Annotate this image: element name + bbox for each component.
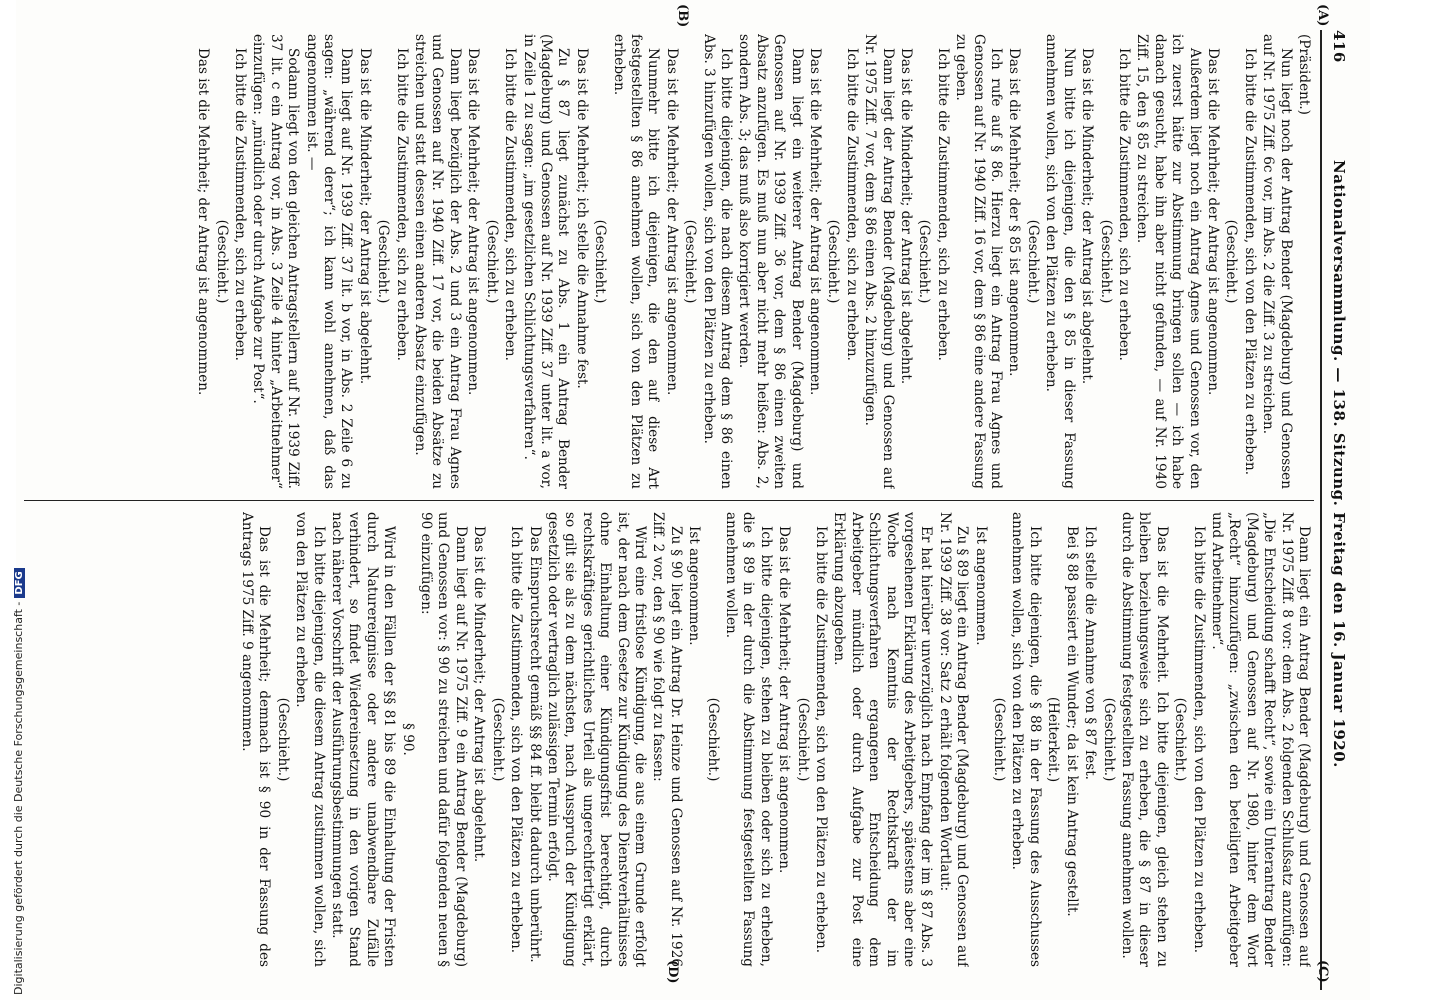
paragraph: Ist angenommen.	[972, 526, 989, 646]
stage-direction: (Geschieht.)	[682, 219, 699, 304]
paragraph: Ich bitte die Zustimmenden, sich von den Plätzen zu erheben.	[813, 526, 830, 954]
left-text-column	[27, 34, 1312, 489]
paragraph: Dann liegt auf Nr. 1975 Ziff. 9 ein Antrag Bender (Magdeburg) und Genossen vor: § 90 zu streichen und dafür folgenden neuen § 90 einzufügen:	[418, 512, 469, 967]
paragraph: Ich bitte die Zustimmenden, sich von den Plätzen zu erheben.	[508, 526, 525, 954]
paragraph: Ich bitte diejenigen, stehen zu bleiben oder sich zu erheben, die § 89 in der durch die Abstimmung festgestellten Fassung annehmen wollen.	[723, 512, 774, 967]
paragraph: Das ist die Mehrheit; der Antrag ist angenommen.	[465, 48, 482, 396]
paragraph: Das ist die Minderheit; der Antrag ist abgelehnt.	[356, 48, 373, 385]
paragraph: Das ist die Minderheit; der Antrag ist abgelehnt.	[898, 48, 915, 385]
paragraph: Dann liegt auf Nr. 1939 Ziff. 37 lit. b vor, in Abs. 2 Zeile 6 zu sagen: „während derer“; ich kann wohl annehmen, daß das angenommen ist. —	[303, 34, 355, 489]
paragraph: Das ist die Mehrheit; der Antrag ist angenommen.	[776, 526, 793, 874]
paragraph: Nun liegt noch der Antrag Bender (Magdeburg) und Genossen auf Nr. 1975 Ziff. 6c vor, im Abs. 2 die Ziff. 3 zu streichen.	[1260, 34, 1294, 489]
paragraph: Das ist die Mehrheit; demnach ist § 90 in der Fassung des Antrags 1975 Ziff. 9 angenommen.	[239, 512, 273, 967]
paragraph: Wird eine fristlose Kündigung, die aus einem Grunde erfolgt ist, der nach dem Gesetze zur Kündigung des Dienstverhältnisses ohne Einhaltung einer Kündigungsfrist berechtigt, durch rechtskräftiges gerichtliches Urteil als ungerechtfertigt erklärt, so gilt sie als zu dem nächsten, nach Ausspruch der Kündigung gesetzlich oder vertraglich zulässigen Termin erfolgt.	[544, 512, 648, 967]
paragraph: Ich bitte die Zustimmenden, sich von den Plätzen zu erheben.	[1190, 526, 1207, 954]
stage-direction: (Geschieht.)	[483, 219, 500, 304]
page-header	[1320, 30, 1352, 990]
paragraph: Das ist die Mehrheit; der Antrag ist angenommen.	[195, 48, 212, 396]
paragraph: Wird in den Fällen der §§ 81 bis 89 die Einhaltung der Fristen durch Naturereignisse oder andere unabwendbare Zufälle verhindert, so findet Wiedereinsetzung in den vorigen Stand nach näherer Vorschrift der Ausführungsbestimmungen statt.	[329, 512, 398, 967]
paragraph: Er hat hierüber unverzüglich nach Empfang der im § 87 Abs. 3 vorgesehenen Erklärung des Arbeitgebers, spätestens aber eine Woche nach Kenntnis der Rechtskraft der im Schlichtungsverfahren ergangenen Entscheidung dem Arbeitgeber mündlich oder durch Aufgabe zur Post eine Erklärung abzugeben.	[831, 512, 935, 967]
paragraph: Das ist die Mehrheit; der Antrag ist angenommen.	[1204, 48, 1221, 396]
stage-direction: (Geschieht.)	[825, 219, 842, 304]
paragraph: Ich bitte die Zustimmenden, sich zu erheben.	[1115, 48, 1132, 361]
paragraph: Dann liegt ein weiterer Antrag Bender (Magdeburg) und Genossen auf Nr. 1939 Ziff. 36 vor, dem § 86 einen zweiten Absatz anzufügen. Es muß nun aber nicht mehr heißen: Abs. 2, sondern Abs. 3; das muß also korrigiert werden.	[736, 34, 805, 489]
paragraph: Ich bitte die Zustimmenden, sich von den Plätzen zu erheben.	[1241, 48, 1258, 476]
stage-direction: § 90.	[399, 723, 416, 756]
paragraph: Sodann liegt von den gleichen Antragstellern auf Nr. 1939 Ziff. 37 lit. c ein Antrag vor, in Abs. 3 Zeile 4 hinter „Arbeitnehmer“ einzufügen: „mündlich oder durch Aufgabe zur Post“.	[250, 34, 302, 489]
stage-direction: (Geschieht.)	[213, 219, 230, 304]
paragraph: Ich bitte die Zustimmenden, sich zu erheben.	[502, 48, 519, 361]
stage-direction: (Geschieht.)	[704, 697, 721, 782]
paragraph: Das ist die Mehrheit; der § 85 ist angenommen.	[1006, 48, 1023, 377]
digitization-footer	[12, 568, 25, 995]
stage-direction: (Geschieht.)	[375, 219, 392, 304]
dfg-logo: DFG	[14, 568, 25, 597]
stage-direction: (Geschieht.)	[1172, 697, 1189, 782]
margin-mark-b: (B)	[675, 4, 690, 28]
paragraph: Ist angenommen.	[686, 526, 703, 646]
stage-direction: (Heiterkeit.)	[1045, 696, 1062, 783]
paragraph: Ich bitte diejenigen, die § 88 in der Fassung des Ausschusses annehmen wollen, sich von den Plätzen zu erheben.	[1009, 512, 1043, 967]
margin-mark-a: (A)	[1315, 4, 1330, 27]
paragraph: Das ist die Minderheit; der Antrag ist abgelehnt.	[471, 526, 488, 863]
paragraph: Ich rufe auf § 86. Hierzu liegt ein Antrag Frau Agnes und Genossen auf Nr. 1940 Ziff. 16 vor, dem § 86 eine andere Fassung zu geben.	[953, 34, 1005, 489]
paragraph: Nunmehr bitte ich diejenigen, die den auf diese Art festgestellten § 86 annehmen wollen, sich von den Plätzen zu erheben.	[610, 34, 662, 489]
margin-mark-c: (C)	[1315, 960, 1330, 983]
right-text-column	[27, 512, 1312, 967]
paragraph: Ich bitte die Zustimmenden, sich zu erheben.	[934, 48, 951, 361]
stage-direction: (Geschieht.)	[1100, 697, 1117, 782]
running-title: Nationalversammlung. — 138. Sitzung. Freitag den 16. Januar 1920.	[1330, 160, 1348, 768]
paragraph: Dann liegt der Antrag Bender (Magdeburg) und Genossen auf Nr. 1975 Ziff. 7 vor, dem § 86 einen Abs. 2 hinzuzufügen.	[862, 34, 896, 489]
paragraph: Zu § 90 liegt ein Antrag Dr. Heinze und Genossen auf Nr. 1926 Ziff. 2 vor, den § 90 wie folgt zu fassen:	[650, 512, 684, 967]
footer-text: Digitalisierung gefördert durch die Deutsche Forschungsgemeinschaft -	[12, 601, 25, 995]
paragraph: Dann liegt bezüglich der Abs. 2 und 3 ein Antrag Frau Agnes und Genossen auf Nr. 1940 Ziff. 17 vor, die beiden Absätze zu streichen und statt dessen einen anderen Absatz einzufügen.	[412, 34, 463, 489]
paragraph: Ich stelle die Annahme von § 87 fest.	[1082, 526, 1099, 780]
paragraph: Zu § 87 liegt zunächst zu Abs. 1 ein Antrag Bender (Magdeburg) und Genossen auf Nr. 1939 Ziff. 37 unter lit. a vor, in Zeile 1 zu sagen: „im gesetzlichen Schlichtungsverfahren“.	[520, 34, 572, 489]
paragraph: Ich bitte diejenigen, die diesem Antrag zustimmen wollen, sich von den Plätzen zu erheben.	[293, 512, 327, 967]
stage-direction: (Geschieht.)	[489, 697, 506, 782]
paragraph: Dann liegt ein Antrag Bender (Magdeburg) und Genossen auf Nr. 1975 Ziff. 8 vor: dem Abs. 2 folgenden Schlußsatz anzufügen: „Die Entscheidung schafft Recht“, sowie ein Unterantrag Bender (Magdeburg) und Genossen auf Nr. 1980, hinter dem Wort „Recht“ hinzuzufügen: „zwischen den beteiligten Arbeitgeber und Arbeitnehmer“.	[1208, 512, 1312, 967]
paragraph: Nun bitte ich diejenigen, die den § 85 in dieser Fassung annehmen wollen, sich von den Plätzen zu erheben.	[1043, 34, 1077, 489]
stage-direction: (Geschieht.)	[274, 697, 291, 782]
paragraph: Ich bitte die Zustimmenden, sich zu erheben.	[393, 48, 410, 361]
paragraph: Das ist die Mehrheit; der Antrag ist angenommen.	[663, 48, 680, 396]
column-divider	[24, 500, 1314, 501]
stage-direction: (Geschieht.)	[916, 219, 933, 304]
stage-direction: (Geschieht.)	[991, 697, 1008, 782]
paragraph: Das ist die Mehrheit; der Antrag ist angenommen.	[807, 48, 824, 396]
stage-direction: (Geschieht.)	[592, 219, 609, 304]
paragraph: Das Einspruchsrecht gemäß §§ 84 ff. bleibt dadurch unberührt.	[526, 526, 543, 963]
paragraph: Ich bitte die Zustimmenden, sich zu erheben.	[843, 48, 860, 361]
paragraph: Bei § 88 passiert ein Wunder; da ist kein Antrag gestellt.	[1063, 526, 1080, 917]
stage-direction: (Geschieht.)	[1024, 219, 1041, 304]
paragraph: Ich bitte diejenigen, die nach diesem Antrag dem § 86 einen Abs. 3 hinzufügen wollen, sich von den Plätzen zu erheben.	[700, 34, 734, 489]
margin-mark-d: (D)	[665, 960, 680, 984]
paragraph: Zu § 89 liegt ein Antrag Bender (Magdeburg) und Genossen auf Nr. 1939 Ziff. 38 vor: Satz 2 erhält folgenden Wortlaut:	[936, 512, 971, 967]
stage-direction: (Geschieht.)	[1097, 219, 1114, 304]
rotated-page	[16, 0, 1370, 1000]
paragraph: Außerdem liegt noch ein Antrag Agnes und Genossen vor, den ich zuerst hätte zur Abstimmung bringen sollen — ich habe danach gesucht, habe ihn aber nicht gefunden, — auf Nr. 1940 Ziff. 15, den § 85 zu streichen.	[1134, 34, 1203, 489]
paragraph: (Präsident.)	[1296, 34, 1312, 115]
stage-direction: (Geschieht.)	[1223, 219, 1240, 304]
page-number: 416	[1330, 30, 1348, 63]
paragraph: Das ist die Minderheit; der Antrag ist abgelehnt.	[1079, 48, 1096, 385]
stage-direction: (Geschieht.)	[794, 697, 811, 782]
paragraph: Das ist die Mehrheit. Ich bitte diejenigen, gleich stehen zu bleiben beziehungsweise sich zu erheben, die § 87 in dieser durch die Abstimmung festgestellten Fassung annehmen wollen.	[1118, 512, 1170, 967]
paragraph: Das ist die Mehrheit; ich stelle die Annahme fest.	[573, 48, 590, 389]
paragraph: Ich bitte die Zustimmenden, sich zu erheben.	[232, 48, 249, 361]
